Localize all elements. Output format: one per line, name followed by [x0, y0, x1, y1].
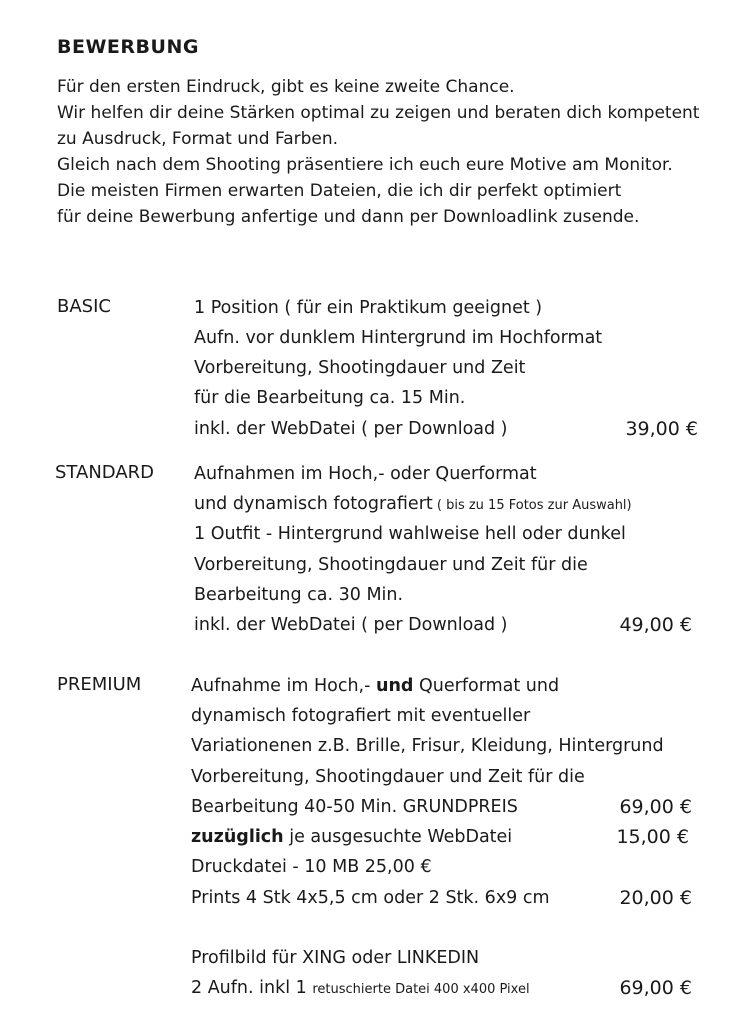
intro-line: Wir helfen dir deine Stärken optimal zu zeigen und beraten dich kompetent	[57, 103, 700, 123]
page-title: BEWERBUNG	[57, 36, 199, 58]
basic-line: 1 Position ( für ein Praktikum geeignet )	[194, 298, 543, 318]
intro-line: Gleich nach dem Shooting präsentiere ich euch eure Motive am Monitor.	[57, 155, 673, 175]
premium-line: dynamisch fotografiert mit eventueller	[191, 706, 531, 726]
standard-line: Aufnahmen im Hoch,- oder Querformat	[194, 464, 537, 484]
profile-price: 69,00 €	[619, 977, 692, 999]
package-name-basic: BASIC	[57, 296, 111, 317]
premium-prints-price: 20,00 €	[619, 887, 692, 909]
premium-line: Vorbereitung, Shootingdauer und Zeit für die	[191, 767, 585, 787]
standard-price: 49,00 €	[619, 614, 692, 636]
premium-line: Bearbeitung 40-50 Min. GRUNDPREIS	[191, 797, 518, 817]
profile-line: Profilbild für XING oder LINKEDIN	[191, 948, 480, 968]
premium-line: Variationenen z.B. Brille, Frisur, Kleidung, Hintergrund	[191, 736, 664, 756]
premium-web-price: 15,00 €	[616, 826, 689, 848]
basic-price: 39,00 €	[625, 418, 698, 440]
basic-line: Vorbereitung, Shootingdauer und Zeit	[194, 358, 526, 378]
premium-line: Aufnahme im Hoch,- und Querformat und	[191, 676, 560, 696]
standard-line: Vorbereitung, Shootingdauer und Zeit für die	[194, 555, 588, 575]
package-name-standard: STANDARD	[55, 462, 155, 483]
standard-line: Bearbeitung ca. 30 Min.	[194, 585, 404, 605]
premium-line: zuzüglich je ausgesuchte WebDatei	[191, 827, 513, 847]
premium-line: Druckdatei - 10 MB 25,00 €	[191, 857, 432, 877]
intro-line: zu Ausdruck, Format und Farben.	[57, 129, 339, 149]
standard-line: 1 Outfit - Hintergrund wahlweise hell oder dunkel	[194, 524, 626, 544]
basic-line: Aufn. vor dunklem Hintergrund im Hochformat	[194, 328, 603, 348]
intro-line: Die meisten Firmen erwarten Dateien, die ich dir perfekt optimiert	[57, 181, 622, 201]
standard-line: und dynamisch fotografiert ( bis zu 15 Fotos zur Auswahl)	[194, 494, 632, 514]
intro-line: für deine Bewerbung anfertige und dann per Downloadlink zusende.	[57, 207, 640, 227]
intro-line: Für den ersten Eindruck, gibt es keine zweite Chance.	[57, 77, 515, 97]
premium-base-price: 69,00 €	[619, 796, 692, 818]
standard-line: inkl. der WebDatei ( per Download )	[194, 615, 508, 635]
profile-line: 2 Aufn. inkl 1 retuschierte Datei 400 x400 Pixel	[191, 978, 530, 998]
intro-text	[57, 74, 737, 230]
package-name-premium: PREMIUM	[57, 674, 142, 695]
premium-line: Prints 4 Stk 4x5,5 cm oder 2 Stk. 6x9 cm	[191, 888, 550, 908]
basic-line: für die Bearbeitung ca. 15 Min.	[194, 388, 466, 408]
basic-line: inkl. der WebDatei ( per Download )	[194, 419, 508, 439]
